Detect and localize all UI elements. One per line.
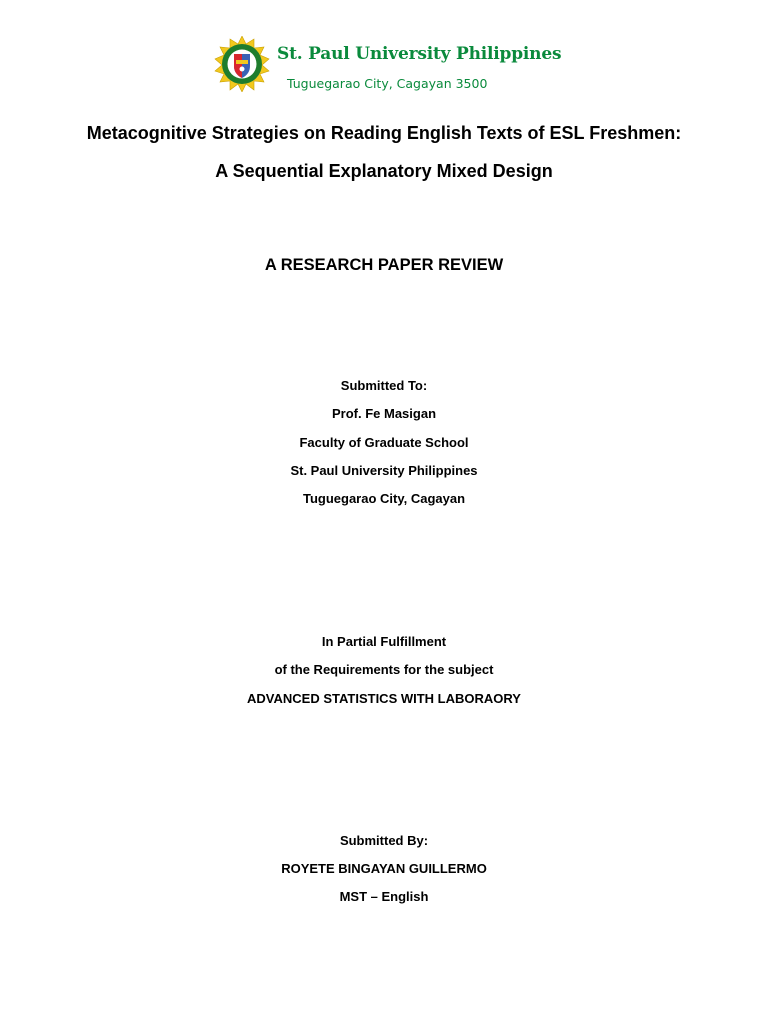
title-line-1: Metacognitive Strategies on Reading English Texts of ESL Freshmen: bbox=[86, 123, 682, 143]
author-name: ROYETE BINGAYAN GUILLERMO bbox=[281, 861, 487, 876]
submitted-to-label: Submitted To: bbox=[340, 378, 428, 393]
institution-name: St. Paul University Philippines bbox=[290, 463, 478, 478]
submitted-by-label: Submitted By: bbox=[339, 833, 429, 848]
professor-name: Prof. Fe Masigan bbox=[331, 406, 437, 421]
university-seal-icon bbox=[214, 36, 270, 92]
fulfillment-line-2: of the Requirements for the subject bbox=[274, 662, 494, 677]
institution-location: Tuguegarao City, Cagayan bbox=[302, 491, 466, 506]
fulfillment-line-1: In Partial Fulfillment bbox=[321, 634, 447, 649]
document-type-heading: A RESEARCH PAPER REVIEW bbox=[264, 256, 504, 274]
letterhead bbox=[214, 36, 562, 92]
subject-name: ADVANCED STATISTICS WITH LABORAORY bbox=[247, 691, 521, 706]
faculty-department: Faculty of Graduate School bbox=[299, 435, 469, 450]
title-line-2: A Sequential Explanatory Mixed Design bbox=[215, 161, 553, 181]
university-name: St. Paul University Philippines bbox=[277, 44, 562, 64]
university-address: Tuguegarao City, Cagayan 3500 bbox=[287, 76, 488, 91]
author-program: MST – English bbox=[339, 889, 429, 904]
